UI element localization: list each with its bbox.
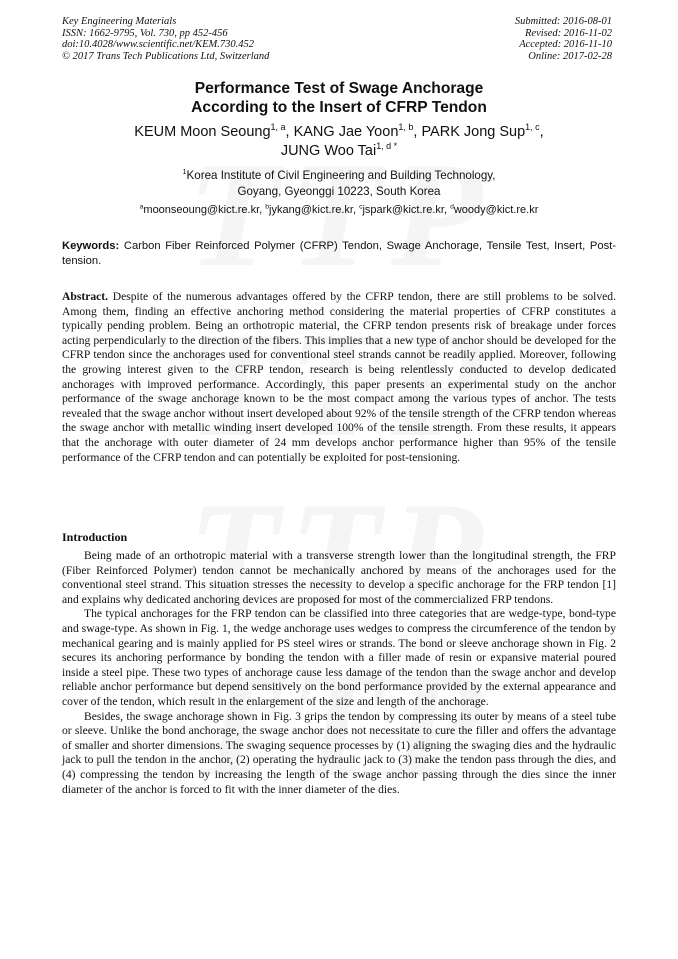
affiliation-line	[62, 168, 616, 184]
author-list	[62, 123, 616, 161]
email-marker: a	[139, 203, 144, 211]
affiliation-text: Korea Institute of Civil Engineering and Building Technology,	[186, 169, 496, 182]
journal-copyright: © 2017 Trans Tech Publications Ltd, Switzerland	[62, 50, 270, 62]
email-marker: c	[359, 203, 363, 211]
email-address[interactable]: moonseoung@kict.re.kr,	[143, 204, 266, 216]
author-name: PARK Jong Sup	[421, 124, 526, 140]
paper-title	[62, 79, 616, 117]
author-name: JUNG Woo Tai	[280, 143, 377, 159]
abstract	[62, 290, 616, 465]
author-name: KANG Jae Yoon	[293, 124, 399, 140]
author-affil-marker: 1, a	[270, 122, 286, 133]
paragraph: The typical anchorages for the FRP tendon can be classified into three categories that are wedge-type, bond-type and swage-type. As shown in Fig. 1, the wedge anchorage uses wedges to compress the circumference of the tendon by mechanical gearing and is mainly applied for PS steel wires or strands. The bond or sleeve anchorage shown in Fig. 2 secures its anchoring performance by bonding the tendon with a filler made of resin or expansive material poured inside a steel pipe. These two types of anchorage cause less damage of the tendon than the swage anchor and develop reliable anchor performance but depend sensitively on the bond performance provided by the external appearance and cover of the tendon, which result in the enlargement of the size and length of the anchorage.	[62, 607, 616, 708]
keywords-text: Carbon Fiber Reinforced Polymer (CFRP) Tendon, Swage Anchorage, Tensile Test, Insert, Post-tension.	[62, 240, 616, 267]
journal-doi: doi:10.4028/www.scientific.net/KEM.730.452	[62, 39, 254, 51]
section-heading-introduction: Introduction	[62, 530, 128, 544]
email-address[interactable]: woody@kict.re.kr	[453, 204, 539, 216]
abstract-label: Abstract.	[62, 290, 109, 303]
date-accepted: Accepted: 2016-11-10	[519, 39, 612, 51]
affiliation-marker: 1	[182, 167, 187, 177]
author-affil-marker: 1, d *	[376, 141, 398, 152]
abstract-text: Despite of the numerous advantages offered by the CFRP tendon, there are still problems to be solved. Among them, finding an effective anchoring method considering the material properties of CFRP constitutes a typically pending problem. Being an orthotropic material, the CFRP tendon presents risk of breakage under forces acting perpendicularly to the direction of the fibers. This implies that a new type of anchor should be developed for the CFRP tendon since the anchorages used for conventional steel strands cannot be readily applied. Moreover, following the growing interest given to the CFRP tendon, research is being relentlessly conducted to develop dedicated anchorages with improved performance. Accordingly, this paper presents an experimental study on the anchor performance of the swage anchorage known to be the most compact among the various types of anchor. The tests revealed that the swage anchor without insert developed about 92% of the tensile strength of the CFRP tendon whereas the swage anchor with metallic winding insert developed 100% of the tensile strength. From these results, it appears that the anchorage with outer diameter of 24 mm develops anchor performance higher than 95% of the tensile performance of the CFRP tendon and can potentially be exploited for post-tensioning.	[62, 290, 616, 464]
author-name: KEUM Moon Seoung	[134, 124, 271, 140]
date-submitted: Submitted: 2016-08-01	[514, 16, 612, 27]
publication-dates	[515, 16, 612, 62]
keywords-label: Keywords:	[62, 240, 120, 252]
email-address[interactable]: jykang@kict.re.kr,	[269, 204, 360, 216]
journal-name: Key Engineering Materials	[62, 16, 177, 27]
author-affil-marker: 1, c	[525, 122, 540, 133]
paragraph: Being made of an orthotropic material with a transverse strength lower than the longitudinal strength, the FRP (Fiber Reinforced Polymer) tendon cannot be mechanically anchored by means of the anchorages used for the conventional steel strand. This situation stresses the necessity to develop a specific anchorage for the FRP tendon [1] and explains why dedicated anchoring devices are proposed for most of the commercialized FRP tendons.	[62, 549, 616, 606]
author-affil-marker: 1, b	[398, 122, 414, 133]
author-line	[62, 123, 616, 142]
author-line	[62, 142, 616, 161]
email-address[interactable]: jspark@kict.re.kr,	[362, 204, 451, 216]
email-marker: d	[450, 203, 454, 211]
author-separator: ,	[539, 124, 544, 140]
date-revised: Revised: 2016-11-02	[525, 27, 612, 39]
affiliation-line: Goyang, Gyeonggi 10223, South Korea	[237, 185, 441, 198]
author-separator: ,	[413, 124, 422, 140]
author-emails	[62, 203, 616, 217]
paper-title-line: Performance Test of Swage Anchorage	[194, 80, 484, 97]
journal-issn: ISSN: 1662-9795, Vol. 730, pp 452-456	[62, 27, 228, 39]
author-separator: ,	[285, 124, 294, 140]
journal-info	[62, 16, 269, 62]
paragraph: Besides, the swage anchorage shown in Fig. 3 grips the tendon by compressing its outer by means of a steel tube or sleeve. Unlike the bond anchorage, the swage anchor does not necessitate to cure the filler and offers the advantage of smaller and shorter dimensions. The swaging sequence processes by (1) aligning the swaging dies and the hydraulic jack to pull the tendon in the anchor, (2) operating the hydraulic jack to (3) make the tendon pass through the dies, and (4) compressing the tendon by increasing the length of the swage anchor passing through the dies since the inner diameter of the anchor is forced to fit with the inner diameter of the dies.	[62, 709, 616, 796]
introduction-body	[62, 549, 616, 797]
email-marker: b	[265, 203, 270, 211]
paper-title-line: According to the Insert of CFRP Tendon	[191, 99, 487, 116]
date-online: Online: 2017-02-28	[528, 50, 612, 62]
affiliation	[62, 168, 616, 200]
keywords	[62, 239, 616, 269]
